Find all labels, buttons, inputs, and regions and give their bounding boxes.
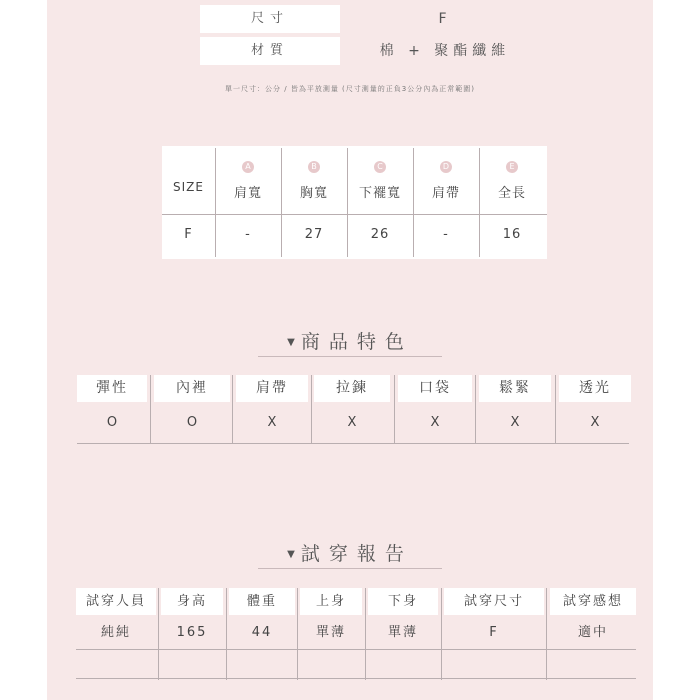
row-size: F bbox=[184, 227, 193, 242]
feature-col-line bbox=[150, 375, 151, 444]
feature-value-waistband: X bbox=[510, 415, 520, 430]
report-col-line bbox=[546, 588, 547, 680]
col-hem-width: 下襬寬 bbox=[358, 186, 401, 201]
report-col-line bbox=[297, 588, 298, 680]
report-col-line bbox=[158, 588, 159, 680]
feature-value-strap: X bbox=[267, 415, 277, 430]
feature-value-lining: O bbox=[186, 415, 198, 430]
col-chest-width: 胸寬 bbox=[299, 186, 328, 201]
size-value: F bbox=[438, 11, 452, 27]
feature-value-zipper: X bbox=[347, 415, 357, 430]
feature-col-line bbox=[394, 375, 395, 444]
measurement-note: 單一尺寸：公分 / 皆為平放測量 (尺寸測量的正負3公分內為正常範圍) bbox=[225, 85, 475, 93]
size-label: 尺寸 bbox=[200, 5, 340, 33]
features-title: 商品特色 bbox=[300, 331, 413, 353]
val-shoulder-width: - bbox=[245, 227, 251, 242]
feature-header-sheer: 透光 bbox=[559, 375, 631, 402]
feature-header-pocket: 口袋 bbox=[398, 375, 472, 402]
report-header-top: 上身 bbox=[300, 588, 362, 615]
feature-col-line bbox=[232, 375, 233, 444]
report-col-line bbox=[441, 588, 442, 680]
feature-value-sheer: X bbox=[590, 415, 600, 430]
feature-col-line bbox=[475, 375, 476, 444]
report-header-bottom: 下身 bbox=[368, 588, 438, 615]
material-value: 棉 + 聚酯纖維 bbox=[379, 43, 511, 59]
report-header-size: 試穿尺寸 bbox=[444, 588, 544, 615]
report-header-person: 試穿人員 bbox=[76, 588, 156, 615]
feature-header-zipper: 拉鍊 bbox=[314, 375, 390, 402]
val-chest-width: 27 bbox=[304, 227, 324, 242]
material-label: 材質 bbox=[200, 37, 340, 65]
size-table bbox=[162, 146, 547, 259]
feature-value-pocket: X bbox=[430, 415, 440, 430]
val-strap: - bbox=[443, 227, 449, 242]
badge-b: B bbox=[308, 161, 320, 173]
feature-bottom-line bbox=[77, 443, 629, 444]
features-heading bbox=[0, 327, 700, 354]
feature-col-line bbox=[555, 375, 556, 444]
val-total-length: 16 bbox=[502, 227, 522, 242]
badge-a: A bbox=[242, 161, 254, 173]
report-header-weight: 體重 bbox=[229, 588, 295, 615]
feature-header-waistband: 鬆緊 bbox=[479, 375, 551, 402]
report-value-weight: 44 bbox=[251, 625, 273, 640]
triangle-down-icon: ▼ bbox=[287, 337, 295, 348]
size-corner-label: SIZE bbox=[173, 180, 204, 194]
report-header-height: 身高 bbox=[161, 588, 223, 615]
size-table-divider bbox=[162, 214, 547, 215]
report-heading bbox=[0, 539, 700, 566]
badge-c: C bbox=[374, 161, 386, 173]
feature-col-line bbox=[311, 375, 312, 444]
feature-value-elastic: O bbox=[106, 415, 118, 430]
col-strap: 肩帶 bbox=[431, 186, 460, 201]
report-value-size: F bbox=[489, 625, 499, 640]
triangle-down-icon: ▼ bbox=[287, 549, 295, 560]
report-value-top: 單薄 bbox=[315, 625, 346, 640]
size-table-header-bg bbox=[162, 146, 547, 214]
feature-header-elastic: 彈性 bbox=[77, 375, 147, 402]
report-value-feedback: 適中 bbox=[577, 625, 608, 640]
report-value-person: 純純 bbox=[100, 625, 131, 640]
report-value-bottom: 單薄 bbox=[387, 625, 418, 640]
report-col-line bbox=[365, 588, 366, 680]
report-header-feedback: 試穿感想 bbox=[550, 588, 636, 615]
feature-header-strap: 肩帶 bbox=[236, 375, 308, 402]
report-col-line bbox=[226, 588, 227, 680]
features-heading-underline bbox=[258, 356, 442, 357]
report-title: 試穿報告 bbox=[300, 543, 413, 565]
col-shoulder-width: 肩寬 bbox=[233, 186, 262, 201]
report-value-height: 165 bbox=[176, 625, 208, 640]
badge-e: E bbox=[506, 161, 518, 173]
val-hem-width: 26 bbox=[370, 227, 390, 242]
col-total-length: 全長 bbox=[497, 186, 526, 201]
report-heading-underline bbox=[258, 568, 442, 569]
feature-header-lining: 內裡 bbox=[154, 375, 230, 402]
badge-d: D bbox=[440, 161, 452, 173]
report-bottom-line bbox=[76, 678, 636, 679]
report-row-line bbox=[76, 649, 636, 650]
